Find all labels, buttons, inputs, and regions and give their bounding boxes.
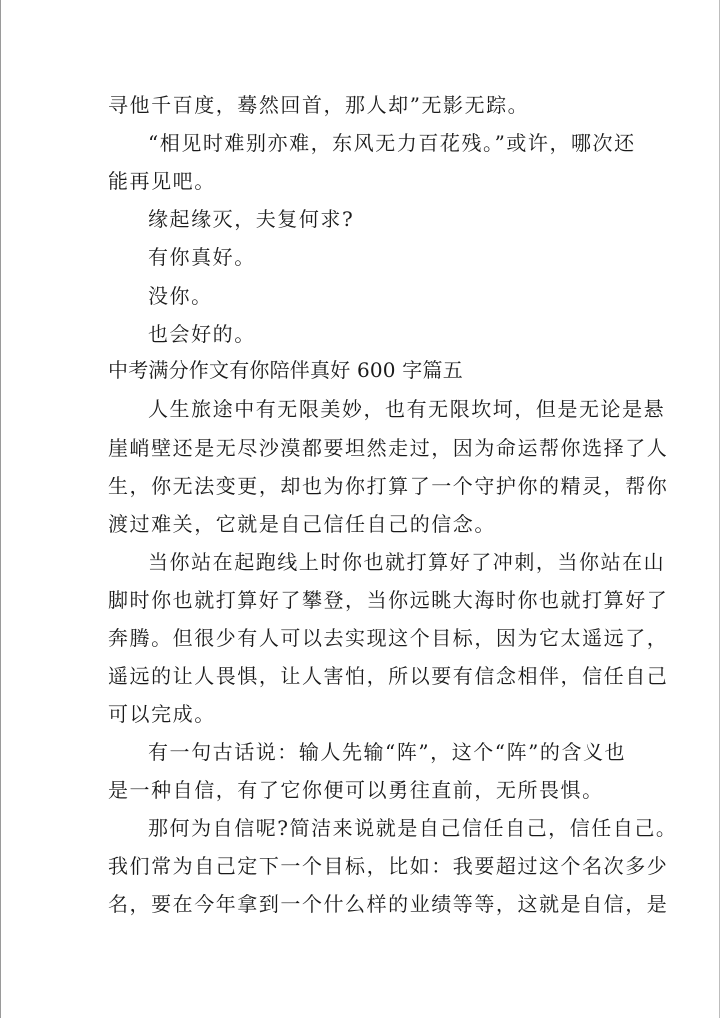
text-line: 渡过难关，它就是自己信任自己的信念。: [108, 512, 496, 536]
text-line: 有一句古话说：输人先输“阵”，这个“阵”的含义也: [148, 740, 627, 764]
text-line: 崖峭壁还是无尽沙漠都要坦然走过，因为命运帮你选择了人: [108, 436, 669, 460]
text-line: 缘起缘灭，夫复何求?: [148, 207, 355, 231]
text-line: “相见时难别亦难，东风无力百花残。”或许，哪次还: [148, 131, 636, 155]
text-line: 那何为自信呢?简洁来说就是自己信任自己，信任自己。: [148, 816, 678, 840]
text-line: 也会好的。: [148, 322, 256, 346]
text-line: 能再见吧。: [108, 169, 216, 193]
text-line: 是一种自信，有了它你便可以勇往直前，无所畏惧。: [108, 778, 604, 802]
text-line: 当你站在起跑线上时你也就打算好了冲刺，当你站在山: [148, 550, 666, 574]
text-line: 没你。: [148, 284, 213, 308]
text-line: 寻他千百度，蓦然回首，那人却”无影无踪。: [108, 93, 530, 117]
text-line: 名，要在今年拿到一个什么样的业绩等等，这就是自信，是: [108, 892, 669, 916]
text-line: 可以完成。: [108, 702, 216, 726]
text-line: 我们常为自己定下一个目标，比如：我要超过这个名次多少: [108, 854, 669, 878]
text-line: 有你真好。: [148, 245, 256, 269]
text-line: 奔腾。但很少有人可以去实现这个目标，因为它太遥远了，: [108, 626, 669, 650]
text-line: 生，你无法变更，却也为你打算了一个守护你的精灵，帮你: [108, 474, 669, 498]
page-left-border: [0, 0, 1, 1018]
text-line: 人生旅途中有无限美妙，也有无限坎坷，但是无论是悬: [148, 397, 666, 421]
text-line: 遥远的让人畏惧，让人害怕，所以要有信念相伴，信任自己: [108, 664, 669, 688]
text-line: 脚时你也就打算好了攀登，当你远眺大海时你也就打算好了: [108, 588, 669, 612]
section-heading: 中考满分作文有你陪伴真好 600 字篇五: [108, 358, 463, 382]
